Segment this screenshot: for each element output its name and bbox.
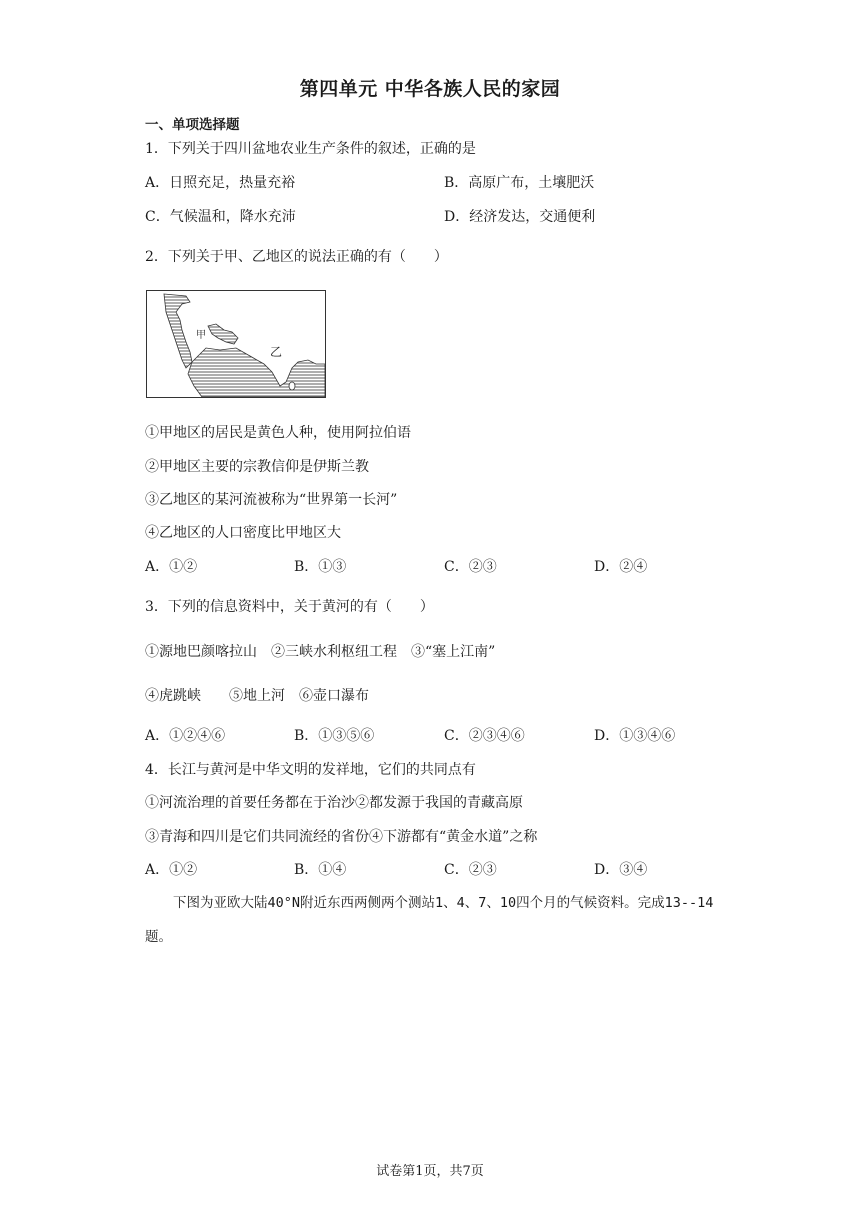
region-map [146, 290, 326, 398]
q3-option-b[interactable]: B．①③⑤⑥ [294, 728, 375, 744]
q1-option-b[interactable]: B．高原广布，土壤肥沃 [444, 175, 595, 191]
q4-option-b[interactable]: B．①④ [294, 862, 347, 878]
q2-option-c[interactable]: C．②③ [444, 559, 497, 575]
q1-option-c[interactable]: C．气候温和，降水充沛 [145, 209, 296, 225]
q3-option-a[interactable]: A．①②④⑥ [145, 728, 226, 744]
q4-items-row2: ③青海和四川是它们共同流经的省份④下游都有“黄金水道”之称 [145, 829, 538, 845]
q3-option-c[interactable]: C．②③④⑥ [444, 728, 525, 744]
map-label-jia: 甲 [196, 330, 206, 341]
q3-option-d[interactable]: D．①③④⑥ [594, 728, 676, 744]
question-1-stem: 1．下列关于四川盆地农业生产条件的叙述，正确的是 [145, 141, 476, 157]
q3-items-row2: ④虎跳峡 ⑤地上河 ⑥壶口瀑布 [145, 688, 369, 704]
page-title: 第四单元 中华各族人民的家园 [299, 78, 561, 100]
q4-option-a[interactable]: A．①② [145, 862, 198, 878]
q2-option-b[interactable]: B．①③ [294, 559, 347, 575]
q4-items-row1: ①河流治理的首要任务都在于治沙②都发源于我国的青藏高原 [145, 795, 523, 811]
question-2-stem: 2．下列关于甲、乙地区的说法正确的有（ ） [145, 249, 448, 265]
q1-option-d[interactable]: D．经济发达，交通便利 [444, 209, 596, 225]
q2-item-2: ②甲地区主要的宗教信仰是伊斯兰教 [145, 459, 369, 475]
passage-text: 下图为亚欧大陆40°N附近东西两侧两个测站1、4、7、10四个月的气候资料。完成13--14题。 [145, 895, 714, 945]
section-heading: 一、单项选择题 [145, 117, 240, 133]
q4-option-c[interactable]: C．②③ [444, 862, 497, 878]
q1-option-a[interactable]: A．日照充足，热量充裕 [145, 175, 296, 191]
q2-item-4: ④乙地区的人口密度比甲地区大 [145, 525, 341, 541]
q2-option-a[interactable]: A．①② [145, 559, 198, 575]
q2-item-3: ③乙地区的某河流被称为“世界第一长河” [145, 492, 398, 508]
page-footer: 试卷第1页，共7页 [376, 1164, 484, 1179]
map-label-yi: 乙 [270, 345, 283, 359]
question-3-stem: 3．下列的信息资料中，关于黄河的有（ ） [145, 599, 434, 615]
question-4-stem: 4．长江与黄河是中华文明的发祥地，它们的共同点有 [145, 762, 476, 778]
q2-item-1: ①甲地区的居民是黄色人种，使用阿拉伯语 [145, 425, 411, 441]
q3-items-row1: ①源地巴颜喀拉山 ②三峡水利枢纽工程 ③“塞上江南” [145, 644, 496, 660]
q2-option-d[interactable]: D．②④ [594, 559, 648, 575]
q4-option-d[interactable]: D．③④ [594, 862, 648, 878]
